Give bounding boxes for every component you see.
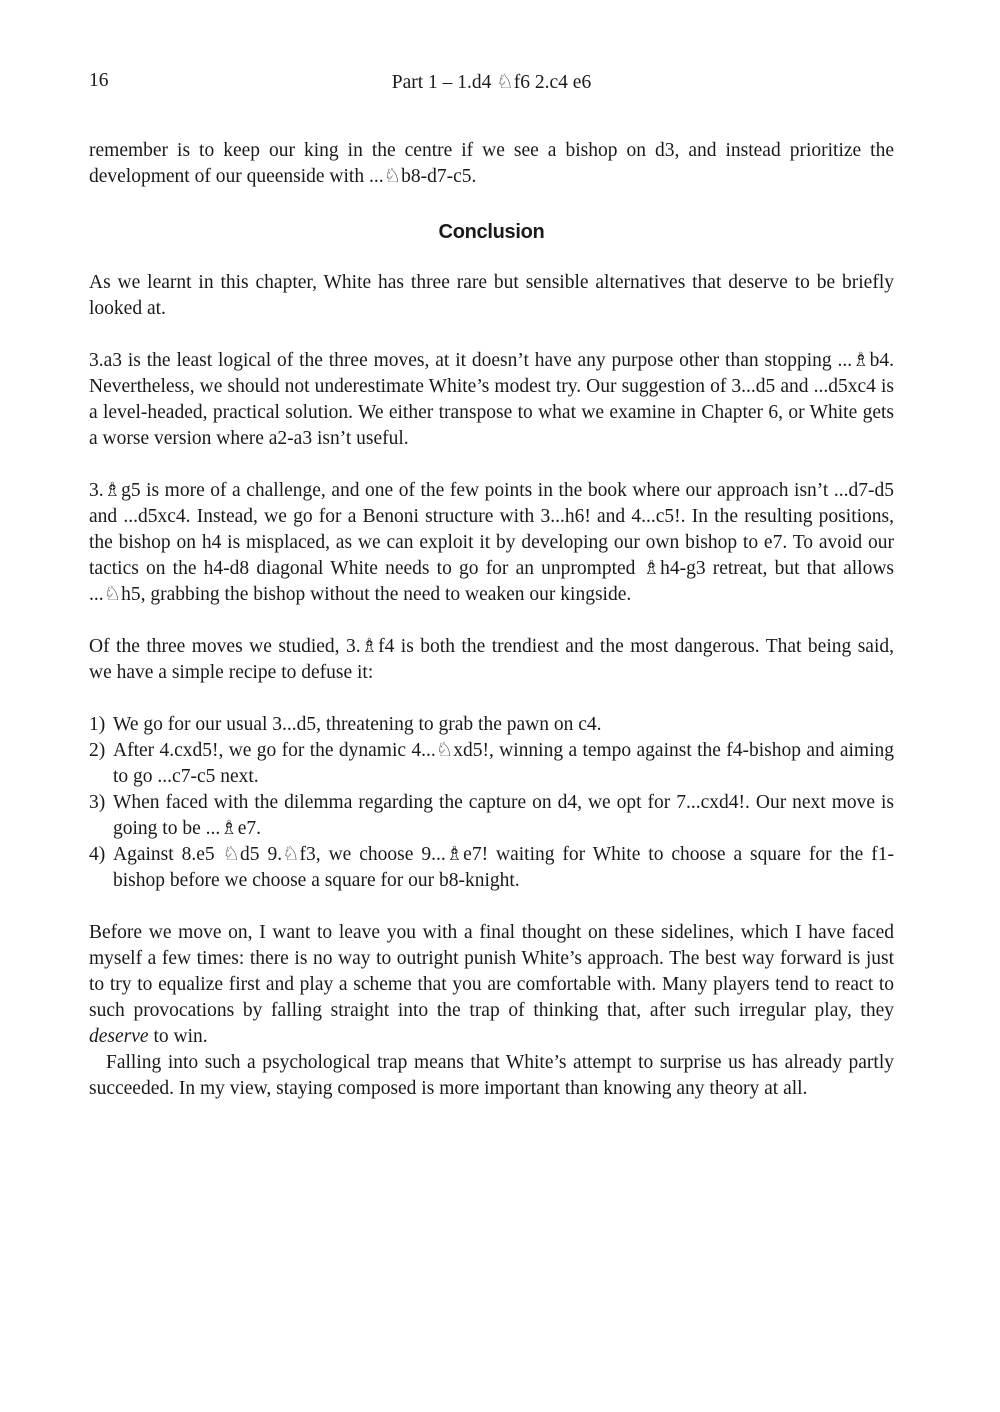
list-item-text: When faced with the dilemma regarding the capture on d4, we opt for 7...cxd4!. Our next move is going to be ...♗e7.: [113, 792, 894, 839]
list-item-number: 3): [89, 792, 106, 813]
emphasized-word: deserve: [89, 1026, 149, 1047]
paragraph-final-thought: [89, 920, 894, 1050]
section-heading: Conclusion: [438, 221, 545, 243]
list-item-text: Against 8.e5 ♘d5 9.♘f3, we choose 9...♗e7! waiting for White to choose a square for the f1-bishop before we choose a square for our b8-knight.: [113, 844, 894, 891]
running-head: Part 1 – 1.d4 ♘f6 2.c4 e6: [391, 72, 592, 93]
paragraph-bf4: Of the three moves we studied, 3.♗f4 is both the trendiest and the most dangerous. That being said, we have a simple recipe to defuse it:: [89, 636, 894, 683]
list-item-number: 1): [89, 714, 106, 735]
paragraph-a3: 3.a3 is the least logical of the three moves, at it doesn’t have any purpose other than stopping ...♗b4. Nevertheless, we should not underestimate White’s modest try. Our suggestion of 3...d5 and ...d5xc4 is a level-headed, practical solution. We either transpose to what we examine in Chapter 6, or White gets a worse version where a2-a3 isn’t useful.: [89, 350, 894, 449]
list-item: [89, 712, 894, 738]
list-item-text: We go for our usual 3...d5, threatening to grab the pawn on c4.: [113, 714, 602, 735]
page-header: [89, 70, 894, 98]
page-number: 16: [89, 70, 109, 91]
page-body: [89, 138, 894, 1102]
final-thought-text: Before we move on, I want to leave you with a final thought on these sidelines, which I have faced myself a few times: there is no way to outright punish White’s approach. The best way forward is just to try to equalize first and play a scheme that you are comfortable with. Many players tend to react to such provocations by falling straight into the trap of thinking that, after such irregular play, they: [89, 922, 894, 1021]
list-item-number: 4): [89, 844, 106, 865]
list-item: [89, 790, 894, 842]
recipe-list: [89, 712, 894, 894]
intro-paragraph: remember is to keep our king in the centre if we see a bishop on d3, and instead prioritize the development of our queenside with ...♘b8-d7-c5.: [89, 140, 894, 187]
paragraph-psychology: Falling into such a psychological trap means that White’s attempt to surprise us has already partly succeeded. In my view, staying composed is more important than knowing any theory at all.: [89, 1052, 894, 1099]
paragraph-bg5: 3.♗g5 is more of a challenge, and one of the few points in the book where our approach isn’t ...d7-d5 and ...d5xc4. Instead, we go for a Benoni structure with 3...h6! and 4...c5!. In the resulting positions, the bishop on h4 is misplaced, as we can exploit it by developing our own bishop to e7. To avoid our tactics on the h4-d8 diagonal White needs to go for an unprompted ♗h4-g3 retreat, but that allows ...♘h5, grabbing the bishop without the need to weaken our kingside.: [89, 480, 894, 605]
list-item-number: 2): [89, 740, 106, 761]
list-item-text: After 4.cxd5!, we go for the dynamic 4...♘xd5!, winning a tempo against the f4-bishop and aiming to go ...c7-c5 next.: [113, 740, 894, 787]
list-item: [89, 842, 894, 894]
final-thought-end: to win.: [148, 1026, 208, 1047]
list-item: [89, 738, 894, 790]
paragraph-alternatives: As we learnt in this chapter, White has three rare but sensible alternatives that deserve to be briefly looked at.: [89, 272, 894, 319]
